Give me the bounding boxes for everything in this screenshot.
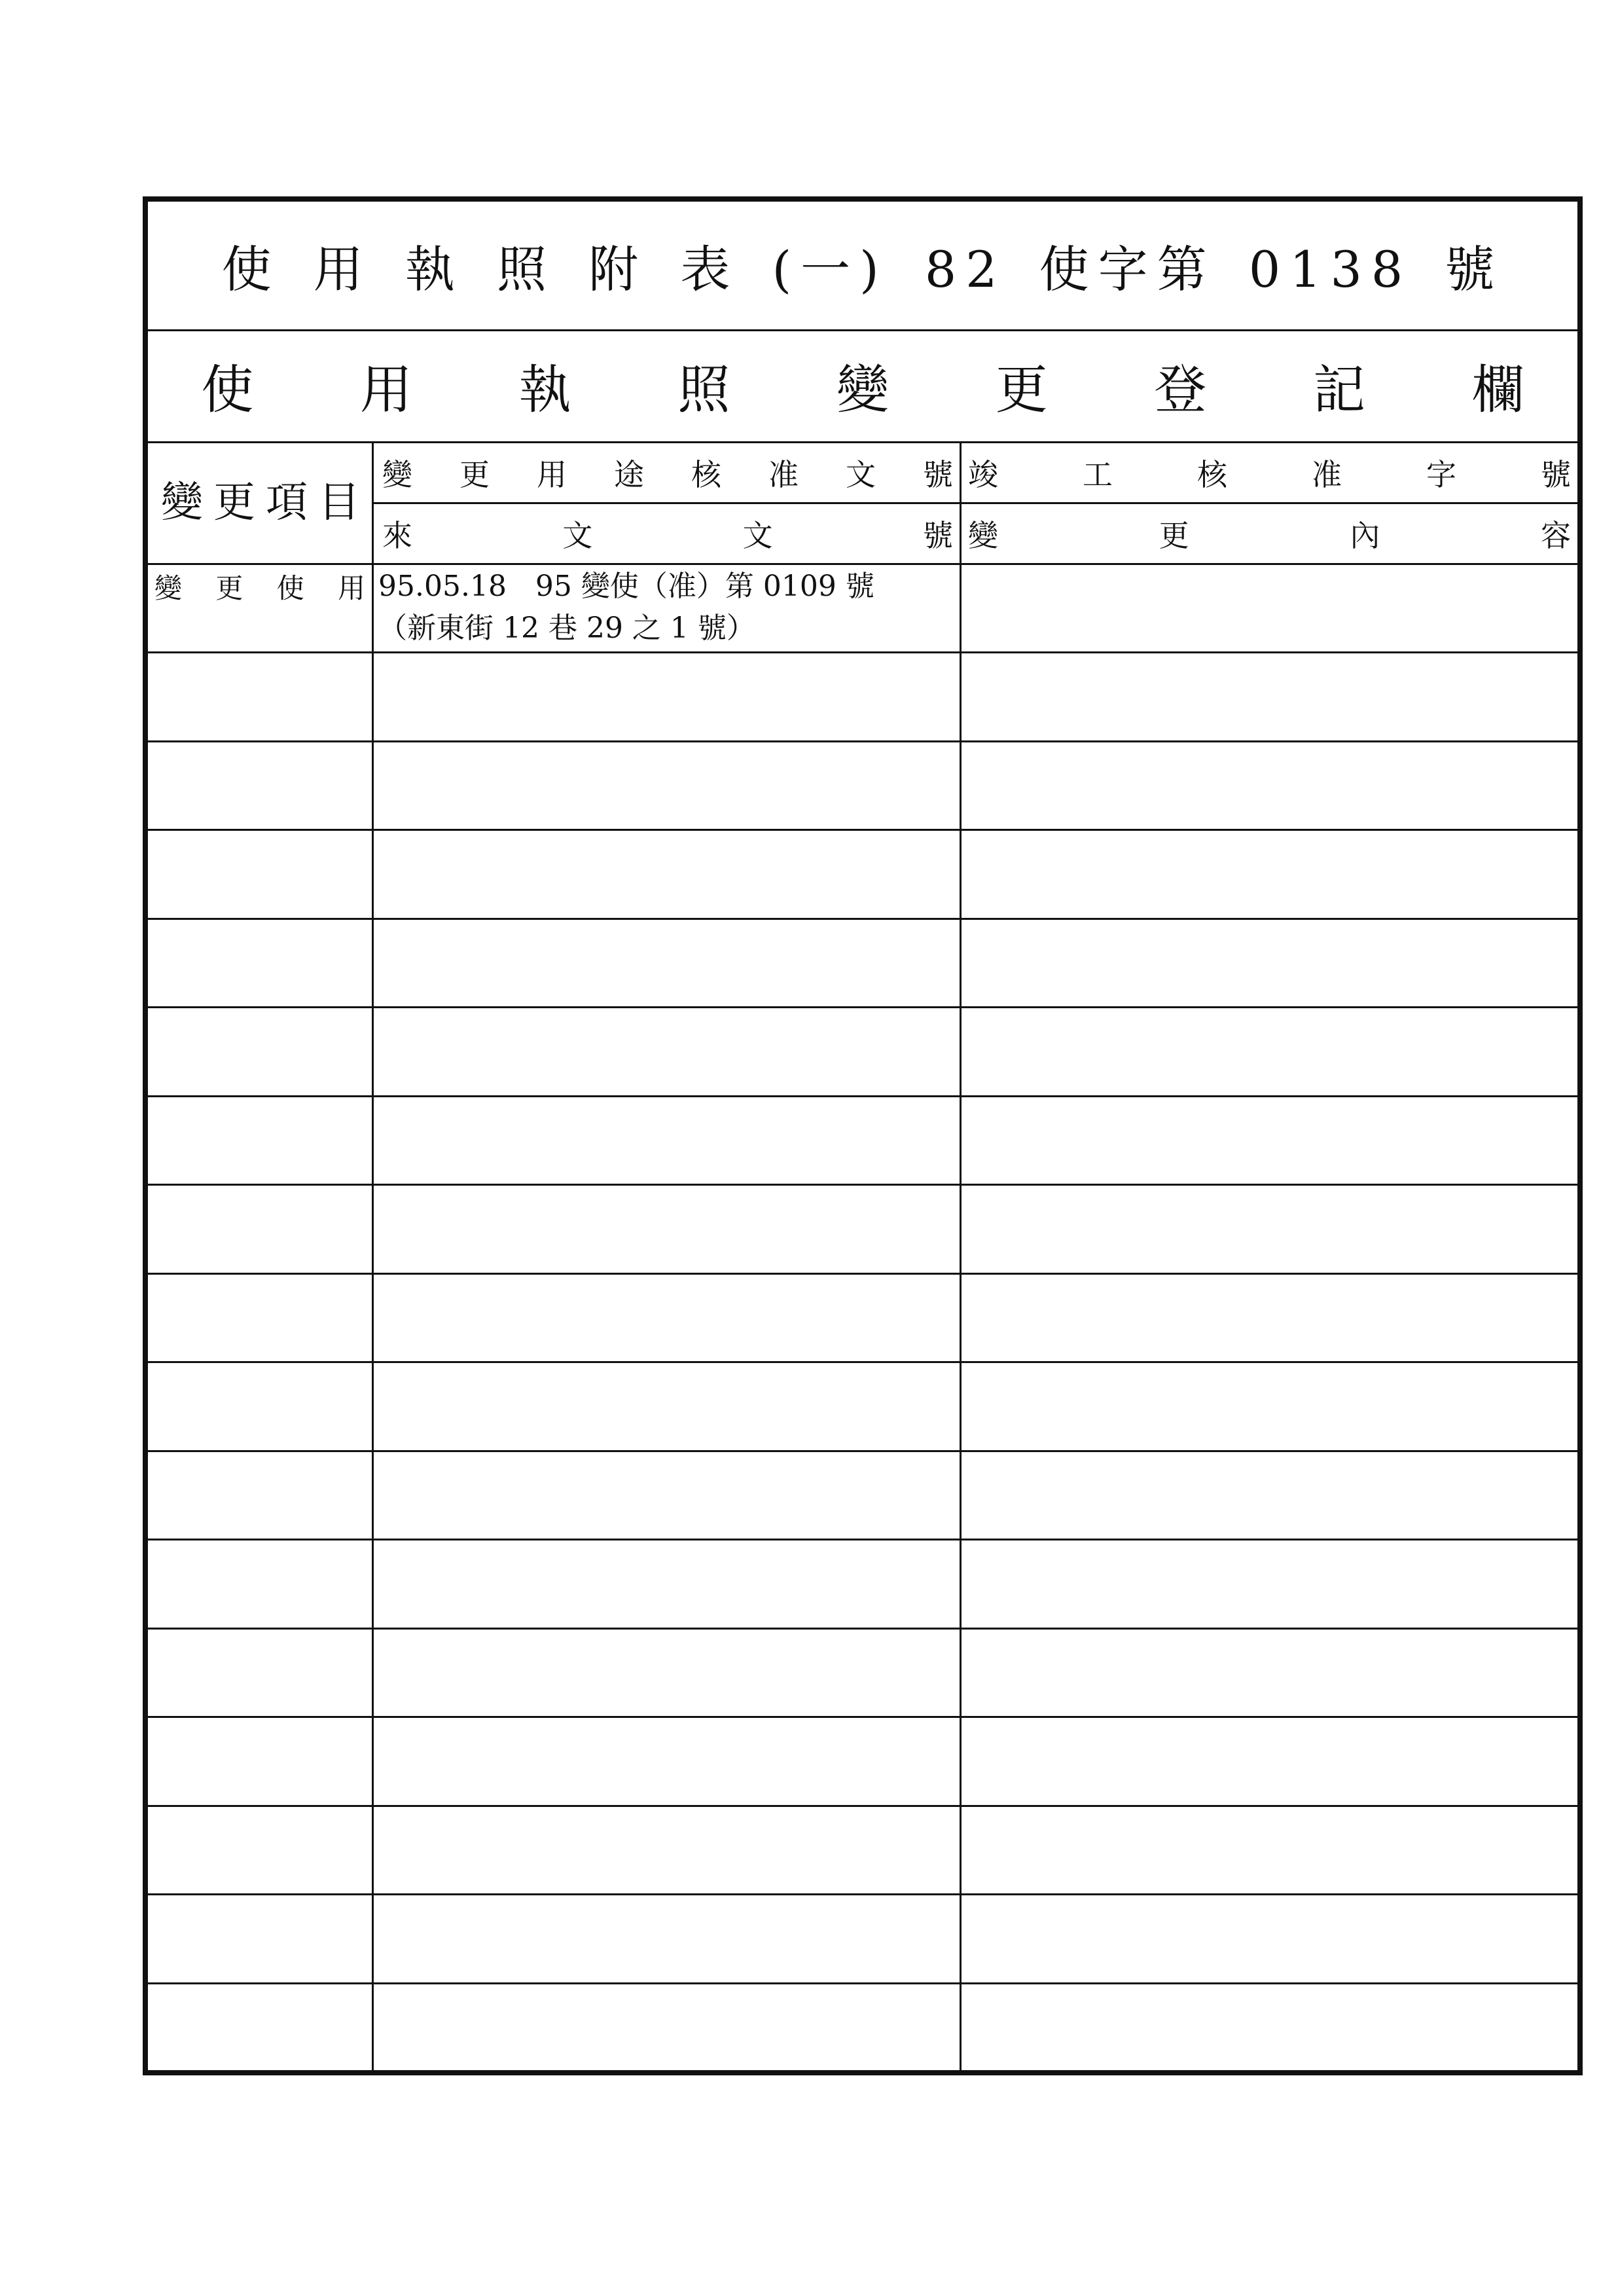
table-row [148, 1273, 1577, 1275]
table-row [148, 1184, 1577, 1186]
record-change-item [148, 566, 372, 608]
section-header-char: 執 [518, 359, 571, 420]
table-row [148, 1006, 1577, 1008]
header-char: 途 [614, 457, 644, 492]
record-doc-line: 95.05.18 95 變使（准）第 0109 號 [378, 570, 874, 603]
column-header-approval-no [376, 443, 960, 502]
permit-change-form [143, 196, 1583, 2075]
header-bottom-divider [148, 563, 1577, 565]
section-header [148, 331, 1577, 439]
section-header-char: 欄 [1471, 359, 1524, 420]
table-row [148, 1716, 1577, 1718]
header-char: 文 [742, 518, 773, 553]
header-char: 號 [922, 518, 953, 553]
header-char: 文 [846, 457, 876, 492]
table-row [148, 1361, 1577, 1363]
table-row [148, 1450, 1577, 1452]
table-row [148, 829, 1577, 831]
table-row [148, 918, 1577, 920]
header-char: 變 [968, 518, 998, 553]
column-header-incoming-doc [376, 504, 960, 563]
section-header-char: 用 [360, 359, 412, 420]
section-header-char: 更 [995, 359, 1048, 420]
section-header-char: 登 [1154, 359, 1207, 420]
column-divider-item [372, 441, 374, 2075]
record-approval-doc [378, 566, 874, 649]
header-char: 變 [382, 457, 412, 492]
table-row [148, 1628, 1577, 1630]
header-char: 更 [1159, 518, 1189, 553]
section-header-char: 使 [201, 359, 254, 420]
header-char: 字 [1426, 457, 1456, 492]
column-header-change-item: 變更項目 [161, 479, 370, 527]
header-char: 來 [382, 518, 412, 553]
form-title [148, 202, 1577, 329]
column-header-change-content [962, 504, 1577, 563]
section-header-char: 變 [836, 359, 890, 420]
column-header-completion-no [962, 443, 1577, 502]
table-row [148, 1539, 1577, 1540]
header-char: 用 [537, 457, 567, 492]
record-char: 更 [215, 572, 243, 604]
record-char: 變 [154, 572, 183, 604]
record-char: 使 [276, 572, 304, 604]
header-char: 內 [1350, 518, 1380, 553]
header-char: 准 [768, 457, 799, 492]
header-inner-divider [374, 502, 1577, 504]
header-char: 核 [691, 457, 721, 492]
header-char: 號 [1541, 457, 1571, 492]
header-char: 文 [562, 518, 593, 553]
header-char: 容 [1540, 518, 1571, 553]
section-header-char: 照 [677, 359, 730, 420]
section-header-char: 記 [1313, 359, 1366, 420]
table-row [148, 1805, 1577, 1807]
form-title-prefix: 使 用 執 照 附 表 (一) [221, 240, 888, 299]
record-doc-address: （新東街 12 巷 29 之 1 號） [378, 611, 755, 645]
table-row [148, 1893, 1577, 1895]
table-row [148, 1095, 1577, 1097]
header-char: 工 [1083, 457, 1113, 492]
header-char: 竣 [968, 457, 998, 492]
header-char: 號 [923, 457, 953, 492]
column-divider-doc [960, 441, 962, 2075]
header-char: 更 [459, 457, 490, 492]
header-char: 准 [1312, 457, 1342, 492]
record-char: 用 [337, 572, 365, 604]
header-char: 核 [1197, 457, 1227, 492]
table-row [148, 740, 1577, 742]
table-row [148, 1982, 1577, 1984]
form-title-number: 82 使字第 0138 號 [924, 240, 1504, 299]
table-row [148, 651, 1577, 653]
